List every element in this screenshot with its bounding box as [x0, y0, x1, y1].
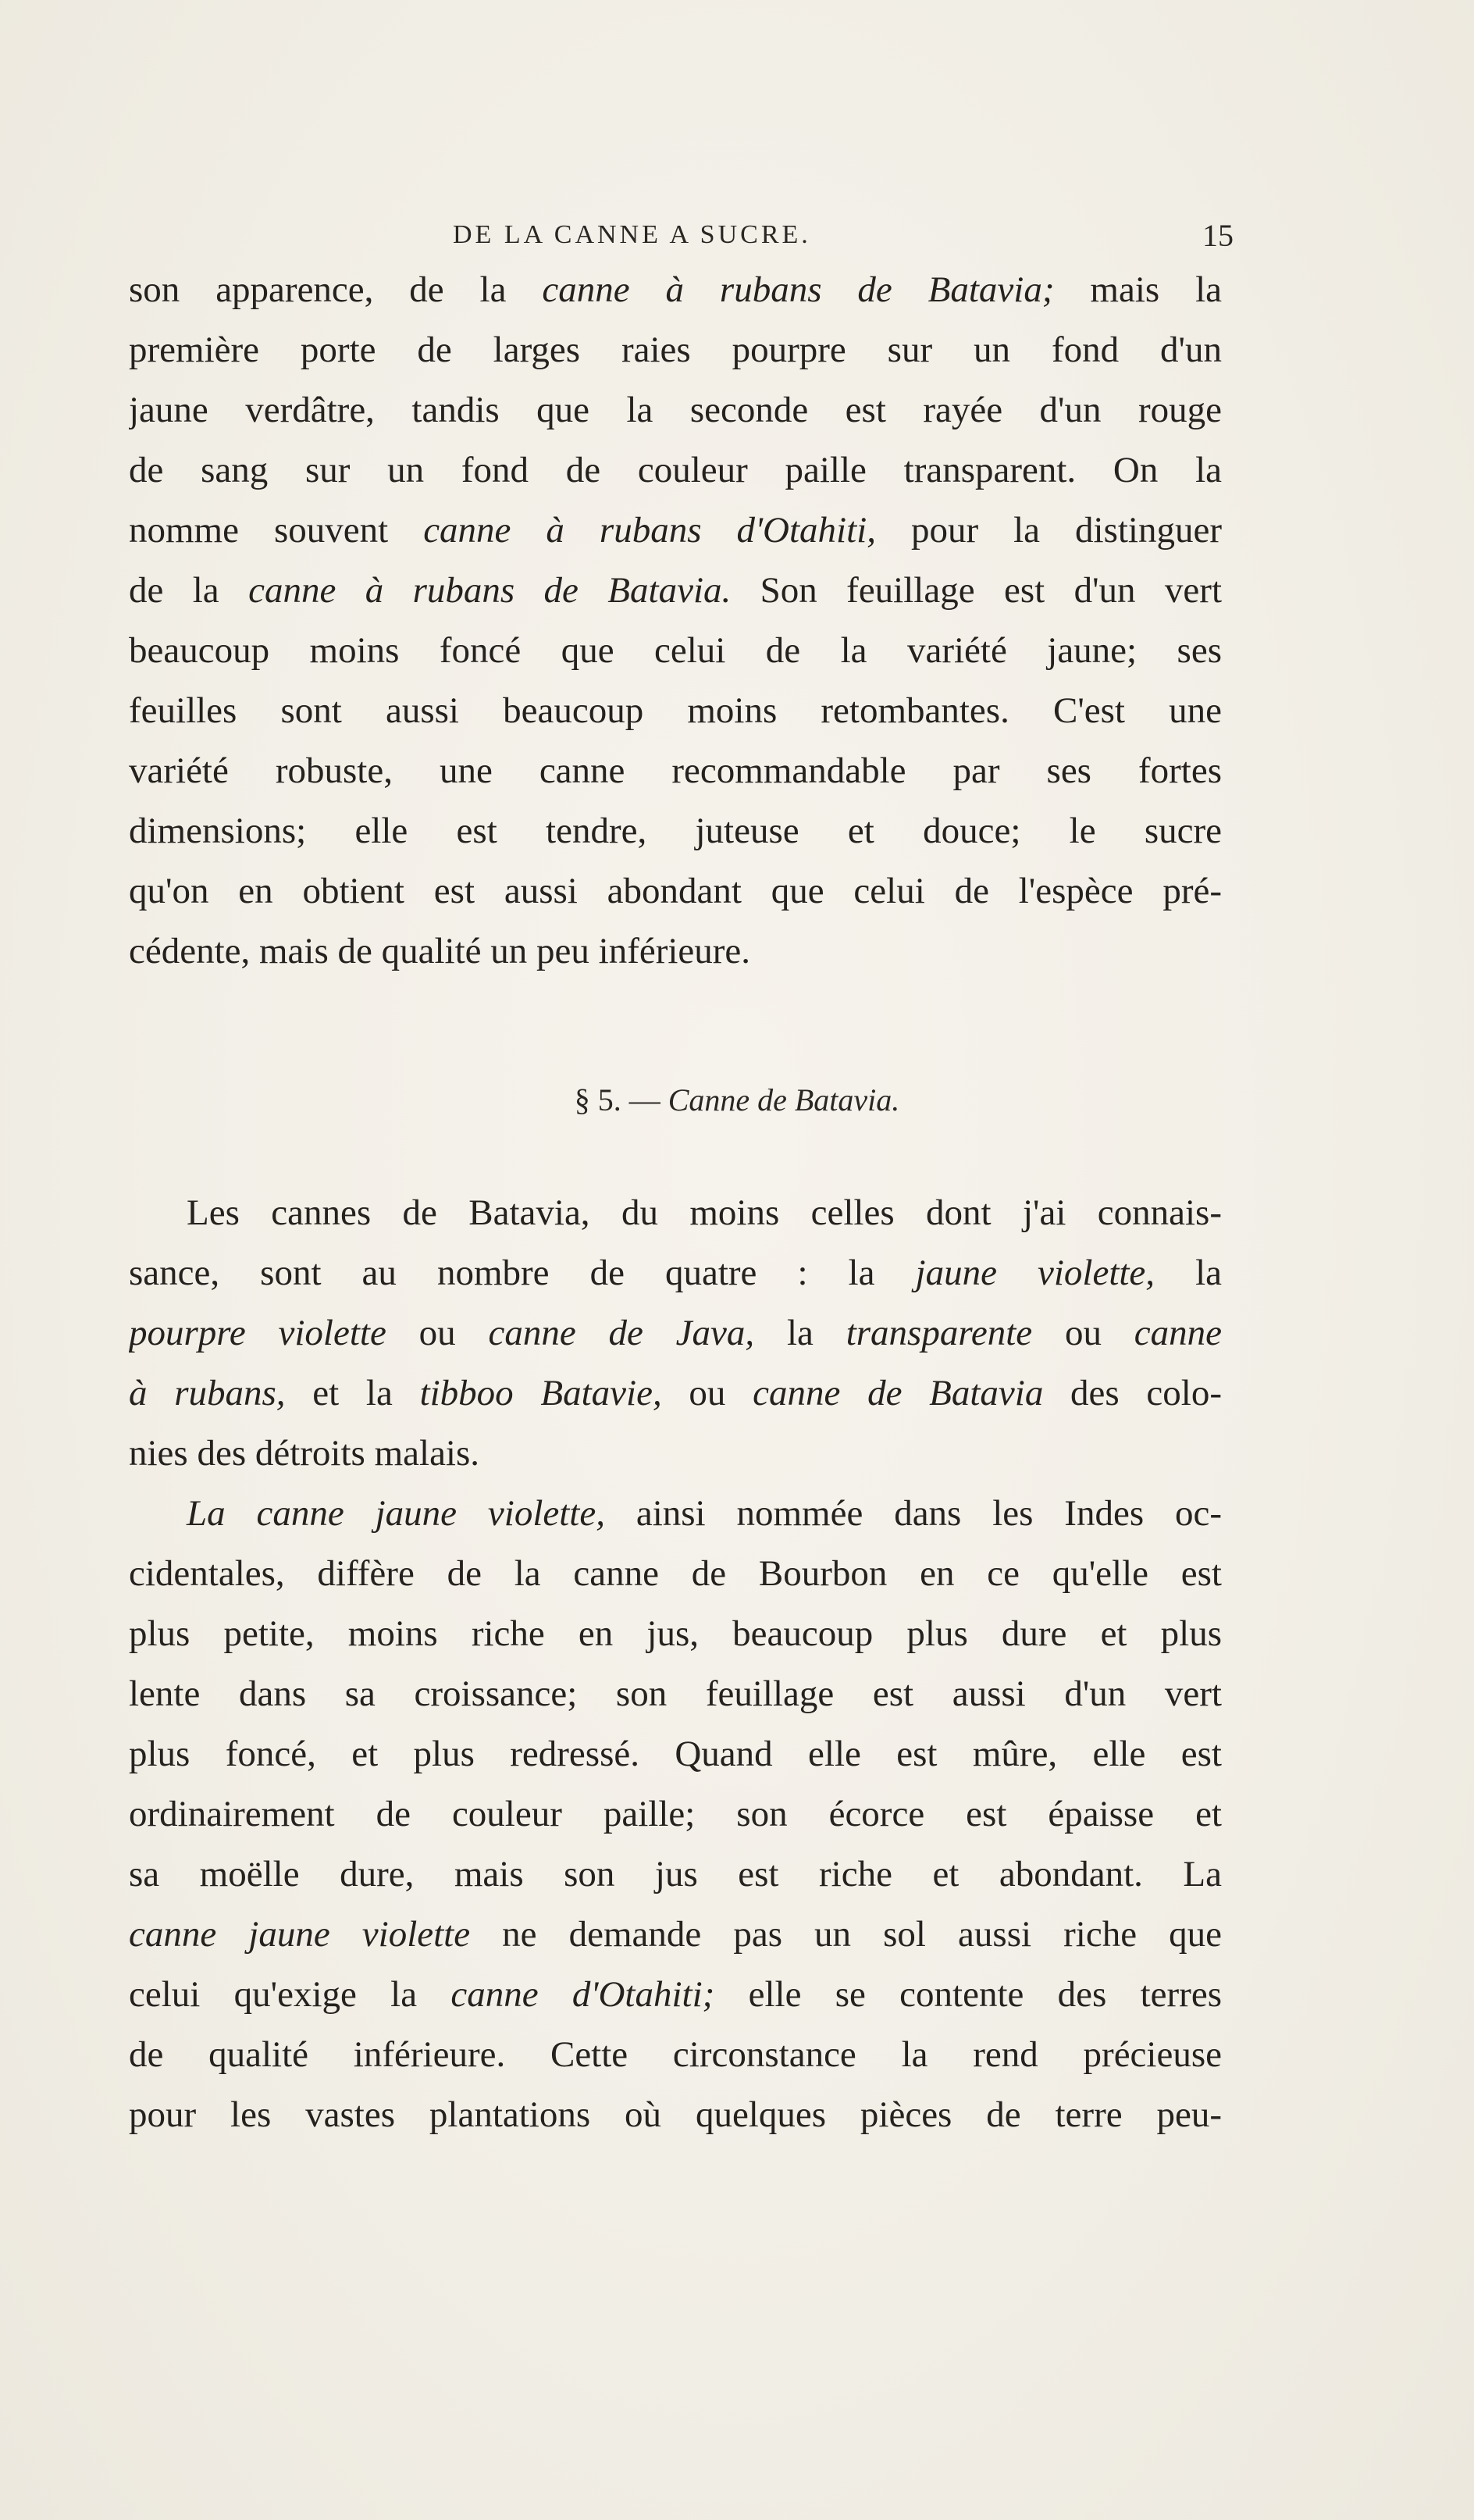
- text-run: première porte de larges raies pourpre sur un fond d'un: [129, 330, 1222, 370]
- text-line: [129, 1243, 1222, 1303]
- italic-run: La canne jaune violette,: [187, 1493, 605, 1534]
- text-line: [129, 1724, 1222, 1784]
- text-line: [129, 921, 1222, 982]
- text-line: [129, 1784, 1222, 1845]
- text-run: ainsi nommée dans les Indes oc-: [604, 1493, 1222, 1534]
- text-run: dimensions; elle est tendre, juteuse et douce; le sucre: [129, 811, 1222, 851]
- italic-run: pourpre violette: [129, 1313, 386, 1353]
- text-line: [129, 1183, 1222, 1243]
- text-line: [129, 1604, 1222, 1664]
- text-run: de sang sur un fond de couleur paille transparent. On la: [129, 450, 1222, 490]
- text-line: [129, 1424, 1222, 1484]
- text-run: de la: [129, 570, 249, 611]
- page-number: 15: [1202, 218, 1234, 253]
- text-run: lente dans sa croissance; son feuillage est aussi d'un vert: [129, 1673, 1222, 1714]
- section-number: § 5. —: [574, 1082, 660, 1117]
- section-title: Canne de Batavia.: [668, 1082, 900, 1117]
- text-run: celui qu'exige la: [129, 1974, 451, 2015]
- text-line: [129, 681, 1222, 741]
- text-run: des colo-: [1043, 1373, 1222, 1413]
- italic-run: jaune violette,: [915, 1253, 1155, 1293]
- italic-run: canne: [1134, 1313, 1222, 1353]
- text-run: sance, sont au nombre de quatre : la: [129, 1253, 916, 1293]
- text-line: [129, 260, 1222, 320]
- italic-run: canne à rubans d'Otahiti,: [423, 510, 876, 551]
- text-line: [129, 801, 1222, 861]
- text-run: Les cannes de Batavia, du moins celles dont j'ai connais-: [187, 1192, 1222, 1233]
- text-line: [129, 561, 1222, 621]
- italic-run: canne jaune violette: [129, 1914, 471, 1955]
- text-line: [129, 621, 1222, 681]
- text-line: [129, 861, 1222, 921]
- text-run: plus foncé, et plus redressé. Quand elle est mûre, elle est: [129, 1734, 1222, 1774]
- text-run: la: [754, 1313, 846, 1353]
- text-run: pour les vastes plantations où quelques pièces de terre peu-: [129, 2094, 1222, 2135]
- text-line: [129, 1965, 1222, 2025]
- text-line: [129, 2025, 1222, 2085]
- text-run: ou: [1032, 1313, 1134, 1353]
- text-line: [129, 1845, 1222, 1905]
- text-run: nies des détroits malais.: [129, 1433, 480, 1474]
- text-line: [129, 2085, 1222, 2145]
- italic-run: canne de Batavia: [753, 1373, 1044, 1413]
- paragraph-3: [129, 1484, 1222, 2145]
- text-run: qu'on en obtient est aussi abondant que celui de l'espèce pré-: [129, 871, 1222, 911]
- text-run: ne demande pas un sol aussi riche que: [470, 1914, 1222, 1955]
- text-run: feuilles sont aussi beaucoup moins retombantes. C'est une: [129, 690, 1222, 731]
- text-run: ordinairement de couleur paille; son écorce est épaisse et: [129, 1794, 1222, 1834]
- text-line: [129, 440, 1222, 501]
- text-run: nomme souvent: [129, 510, 424, 551]
- running-head: DE LA CANNE A SUCRE.: [453, 220, 811, 249]
- text-line: [129, 1905, 1222, 1965]
- text-line: [129, 320, 1222, 380]
- text-run: de qualité inférieure. Cette circonstance la rend précieuse: [129, 2034, 1222, 2075]
- text-run: cédente, mais de qualité un peu inférieure.: [129, 931, 751, 971]
- text-run: mais la: [1054, 269, 1222, 310]
- italic-run: transparente: [846, 1313, 1033, 1353]
- text-run: et la: [285, 1373, 420, 1413]
- text-run: beaucoup moins foncé que celui de la variété jaune; ses: [129, 630, 1222, 671]
- text-line: [129, 1363, 1222, 1424]
- text-line: [129, 501, 1222, 561]
- text-line: [129, 380, 1222, 440]
- paragraph-2: [129, 1183, 1222, 1484]
- text-run: Son feuillage est d'un vert: [731, 570, 1222, 611]
- italic-run: canne à rubans de Batavia.: [248, 570, 732, 611]
- section-heading: [0, 1082, 1474, 1118]
- text-line: [129, 1664, 1222, 1724]
- text-line: [129, 1484, 1222, 1544]
- text-run: cidentales, diffère de la canne de Bourbon en ce qu'elle est: [129, 1553, 1222, 1594]
- italic-run: canne de Java,: [488, 1313, 755, 1353]
- text-run: elle se contente des terres: [714, 1974, 1222, 2015]
- text-line: [129, 1544, 1222, 1604]
- italic-run: canne à rubans de Batavia;: [542, 269, 1055, 310]
- text-run: la: [1155, 1253, 1222, 1293]
- text-run: sa moëlle dure, mais son jus est riche et abondant. La: [129, 1854, 1222, 1894]
- text-run: ou: [661, 1373, 753, 1413]
- text-line: [129, 741, 1222, 801]
- italic-run: tibboo Batavie,: [419, 1373, 662, 1413]
- paragraph-1: [129, 260, 1222, 982]
- text-run: son apparence, de la: [129, 269, 543, 310]
- text-line: [129, 1303, 1222, 1363]
- text-run: ou: [386, 1313, 489, 1353]
- text-run: plus petite, moins riche en jus, beaucoup plus dure et plus: [129, 1613, 1222, 1654]
- text-run: jaune verdâtre, tandis que la seconde est rayée d'un rouge: [129, 390, 1222, 430]
- italic-run: à rubans,: [129, 1373, 286, 1413]
- text-run: pour la distinguer: [875, 510, 1222, 551]
- italic-run: canne d'Otahiti;: [450, 1974, 715, 2015]
- text-run: variété robuste, une canne recommandable par ses fortes: [129, 750, 1222, 791]
